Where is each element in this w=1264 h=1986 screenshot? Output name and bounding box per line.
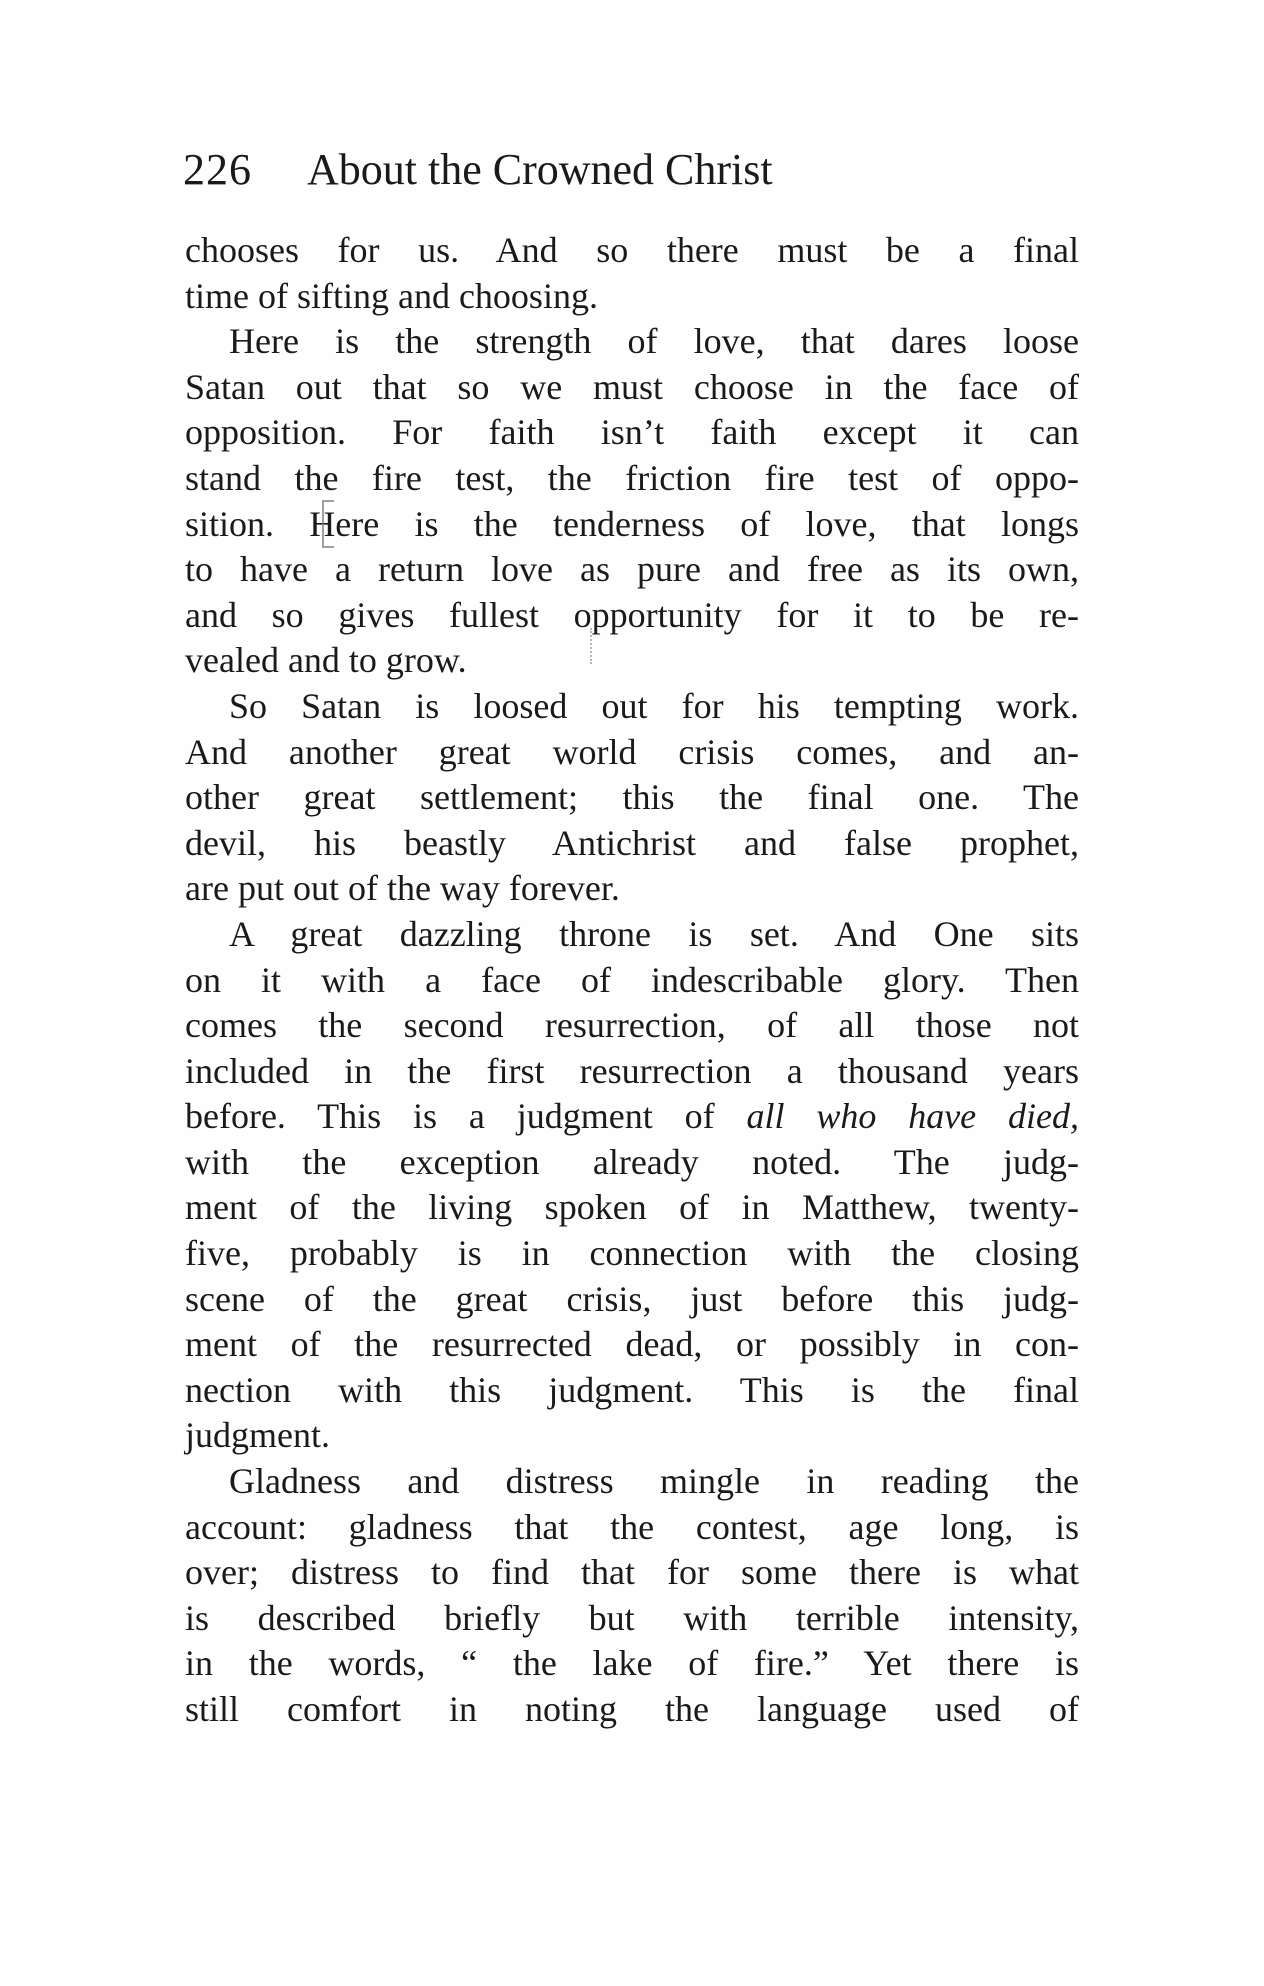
text-line: five, probably is in connection with the closing — [185, 1233, 1079, 1274]
pencil-dotted-mark — [590, 628, 592, 664]
text-line: account: gladness that the contest, age long, is — [185, 1506, 1079, 1547]
text-line: and so gives fullest opportunity for it to be re- — [185, 594, 1079, 635]
text-line: with the exception already noted. The judg- — [185, 1141, 1079, 1182]
text-line: judgment. — [185, 1415, 330, 1456]
text-line: are put out of the way forever. — [185, 868, 620, 909]
text-line: stand the fire test, the friction fire test of oppo- — [185, 457, 1079, 498]
text-line: in the words, “ the lake of fire.” Yet there is — [185, 1643, 1079, 1684]
text-line: over; distress to find that for some there is what — [185, 1552, 1079, 1593]
text-line: other great settlement; this the final one. The — [185, 777, 1079, 818]
text-line: to have a return love as pure and free as its own, — [185, 549, 1079, 590]
text-line: included in the first resurrection a thousand years — [185, 1050, 1079, 1091]
text-line: Gladness and distress mingle in reading the — [229, 1461, 1079, 1502]
text-line: vealed and to grow. — [185, 640, 467, 681]
text-line: Here is the strength of love, that dares loose — [229, 321, 1079, 362]
text-line: sition. Here is the tenderness of love, that longs — [185, 503, 1079, 544]
page-header — [183, 140, 1083, 200]
text-line: on it with a face of indescribable glory. Then — [185, 959, 1079, 1000]
text-line: chooses for us. And so there must be a final — [185, 230, 1079, 270]
text-line: devil, his beastly Antichrist and false prophet, — [185, 822, 1079, 863]
pencil-bracket-mark — [322, 500, 334, 548]
text-run: before. This is a judgment of — [185, 1096, 747, 1137]
text-line: And another great world crisis comes, and an- — [185, 731, 1079, 772]
running-title: About the Crowned Christ — [307, 145, 773, 194]
text-line: ment of the living spoken of in Matthew, twenty- — [185, 1187, 1079, 1228]
text-line: still comfort in noting the language used of — [185, 1689, 1079, 1729]
text-line: A great dazzling throne is set. And One sits — [229, 913, 1079, 954]
text-line: time of sifting and choosing. — [185, 275, 598, 316]
text-line: ment of the resurrected dead, or possibly in con- — [185, 1324, 1079, 1365]
text-line: So Satan is loosed out for his tempting work. — [229, 685, 1079, 726]
italic-text-run: all who have died, — [746, 1096, 1080, 1137]
text-line: opposition. For faith isn’t faith except it can — [185, 412, 1079, 453]
text-line: Satan out that so we must choose in the face of — [185, 366, 1079, 407]
text-line: is described briefly but with terrible intensity, — [185, 1597, 1079, 1638]
text-line: scene of the great crisis, just before this judg- — [185, 1278, 1079, 1319]
text-line: comes the second resurrection, of all those not — [185, 1005, 1079, 1046]
text-line — [185, 1094, 1079, 1140]
text-line: nection with this judgment. This is the final — [185, 1369, 1079, 1410]
page-number: 226 — [183, 145, 252, 194]
body-text — [185, 228, 1079, 1733]
